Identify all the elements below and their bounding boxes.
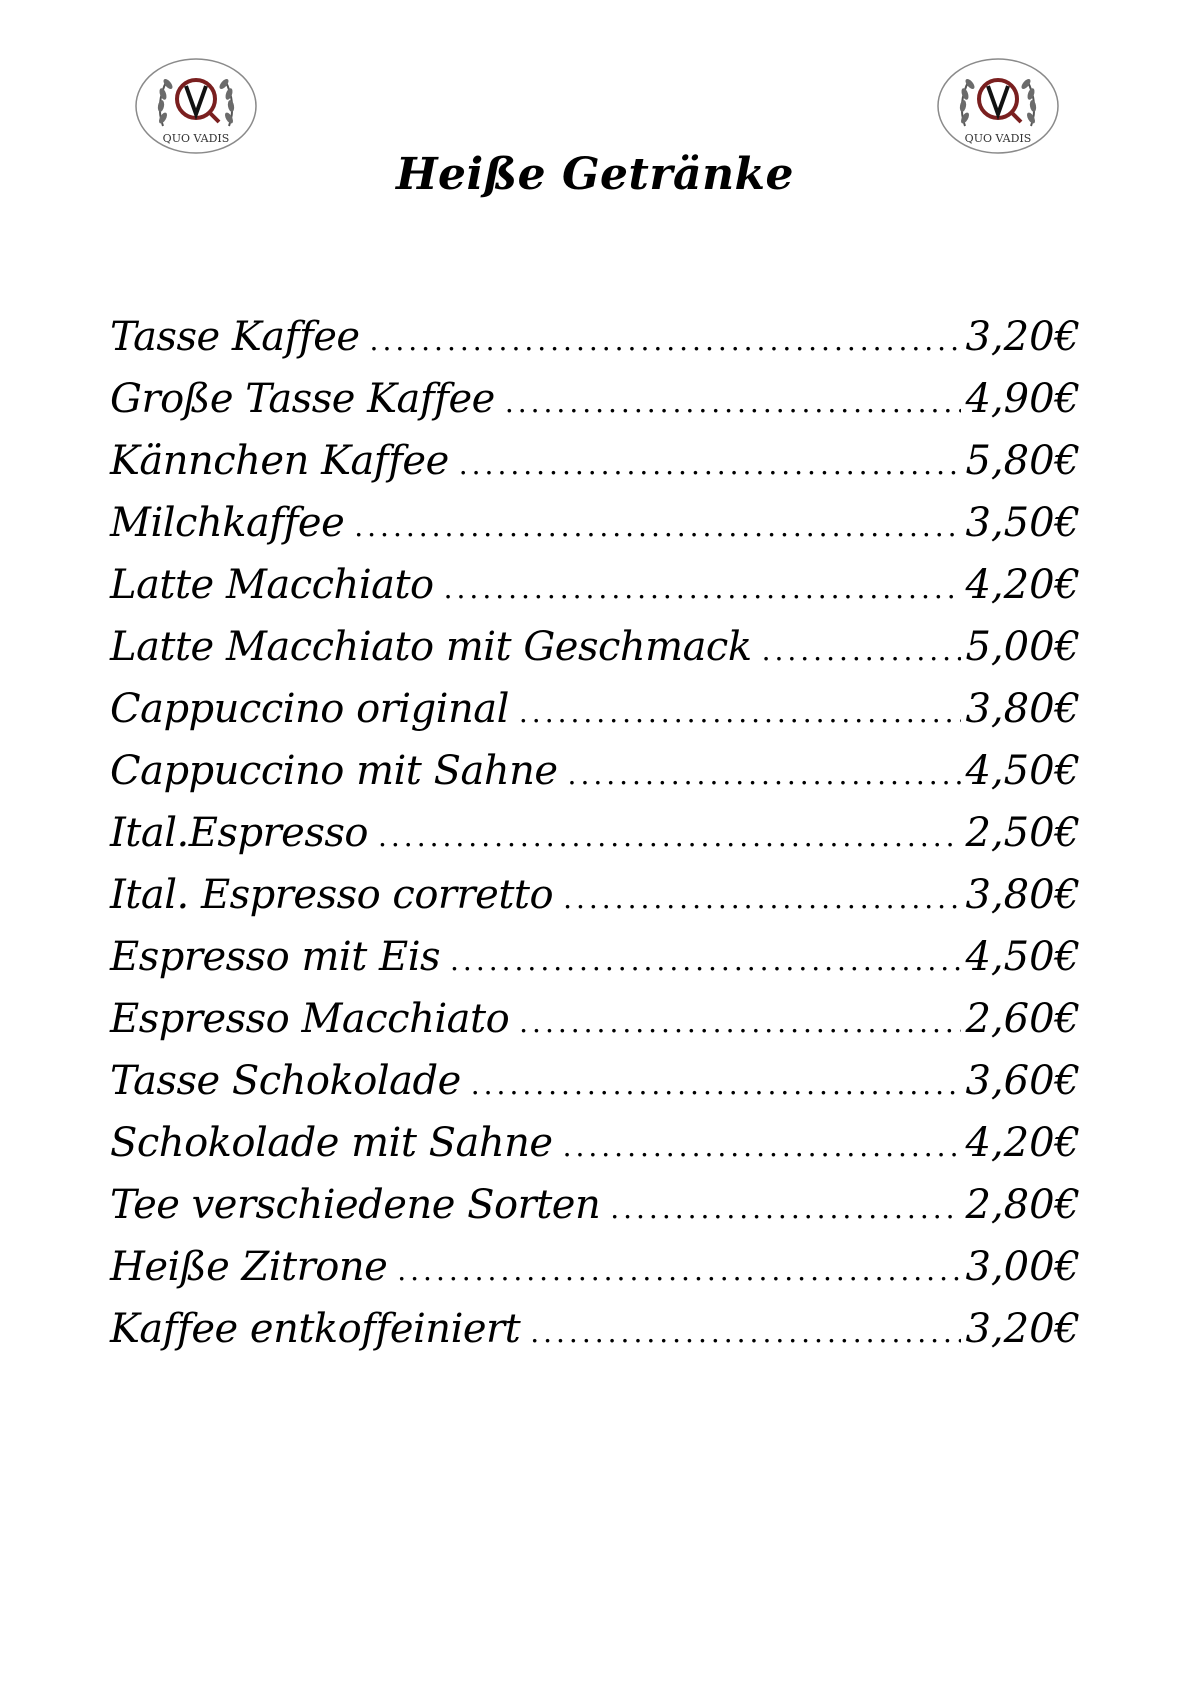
menu-item-price: 3,00€	[965, 1244, 1080, 1290]
menu-item-price: 2,80€	[965, 1182, 1080, 1228]
menu-item-price: 3,80€	[965, 686, 1080, 732]
menu-item-name: Ital. Espresso corretto	[110, 872, 554, 918]
dot-leader	[471, 1050, 962, 1112]
dot-leader	[444, 554, 962, 616]
menu-item-price: 3,80€	[965, 872, 1080, 918]
menu-item	[110, 1298, 1080, 1360]
laurel-crest-icon	[935, 56, 1061, 156]
menu-item-price: 2,50€	[965, 810, 1080, 856]
menu-item	[110, 678, 1080, 740]
menu-item-name: Espresso mit Eis	[110, 934, 441, 980]
quo-vadis-logo-left	[133, 56, 259, 156]
menu-item-price: 3,20€	[965, 1306, 1080, 1352]
menu-item-name: Heiße Zitrone	[110, 1244, 388, 1290]
menu-item-name: Kaffee entkoffeiniert	[110, 1306, 521, 1352]
dot-leader	[519, 678, 962, 740]
dot-leader	[354, 492, 961, 554]
menu-item-name: Tasse Schokolade	[110, 1058, 461, 1104]
menu-item-price: 4,50€	[965, 748, 1080, 794]
menu-item-name: Cappuccino original	[110, 686, 509, 732]
dot-leader	[378, 802, 961, 864]
menu-item	[110, 802, 1080, 864]
menu-item-price: 5,80€	[965, 438, 1080, 484]
svg-text:QUO VADIS: QUO VADIS	[964, 132, 1032, 145]
laurel-crest-icon	[133, 56, 259, 156]
dot-leader	[370, 306, 962, 368]
menu-item-price: 2,60€	[965, 996, 1080, 1042]
dot-leader	[762, 616, 962, 678]
menu-item-price: 4,20€	[965, 1120, 1080, 1166]
menu-item-name: Latte Macchiato	[110, 562, 434, 608]
menu-item	[110, 430, 1080, 492]
dot-leader	[450, 926, 961, 988]
menu-item	[110, 740, 1080, 802]
menu-item-name: Tasse Kaffee	[110, 314, 360, 360]
dot-leader	[563, 1112, 962, 1174]
menu-item	[110, 554, 1080, 616]
dot-leader	[568, 740, 962, 802]
dot-leader	[563, 864, 961, 926]
menu-item-name: Schokolade mit Sahne	[110, 1120, 553, 1166]
menu-item-price: 4,50€	[965, 934, 1080, 980]
menu-item-name: Kännchen Kaffee	[110, 438, 449, 484]
dot-leader	[530, 1298, 961, 1360]
menu-item-price: 4,90€	[965, 376, 1080, 422]
menu-item	[110, 368, 1080, 430]
dot-leader	[505, 368, 962, 430]
menu-item	[110, 1236, 1080, 1298]
menu-item-price: 5,00€	[965, 624, 1080, 670]
menu-item	[110, 926, 1080, 988]
menu-item	[110, 1112, 1080, 1174]
menu-item-price: 3,60€	[965, 1058, 1080, 1104]
dot-leader	[519, 988, 961, 1050]
menu-item-price: 4,20€	[965, 562, 1080, 608]
menu-item-name: Ital.Espresso	[110, 810, 368, 856]
menu-item	[110, 1174, 1080, 1236]
menu-item	[110, 1050, 1080, 1112]
menu-item-price: 3,20€	[965, 314, 1080, 360]
menu-item	[110, 988, 1080, 1050]
dot-leader	[397, 1236, 961, 1298]
menu-item-price: 3,50€	[965, 500, 1080, 546]
menu-item-name: Espresso Macchiato	[110, 996, 510, 1042]
menu-item	[110, 492, 1080, 554]
dot-leader	[459, 430, 962, 492]
menu-item-name: Milchkaffee	[110, 500, 345, 546]
page-title: Heiße Getränke	[395, 149, 795, 201]
menu-item	[110, 616, 1080, 678]
menu-item-name: Latte Macchiato mit Geschmack	[110, 624, 752, 670]
menu-item	[110, 306, 1080, 368]
menu-list	[110, 306, 1080, 1360]
menu-item	[110, 864, 1080, 926]
menu-item-name: Tee verschiedene Sorten	[110, 1182, 601, 1228]
quo-vadis-logo-right	[935, 56, 1061, 156]
dot-leader	[610, 1174, 961, 1236]
menu-item-name: Große Tasse Kaffee	[110, 376, 495, 422]
svg-text:QUO VADIS: QUO VADIS	[162, 132, 230, 145]
menu-item-name: Cappuccino mit Sahne	[110, 748, 558, 794]
